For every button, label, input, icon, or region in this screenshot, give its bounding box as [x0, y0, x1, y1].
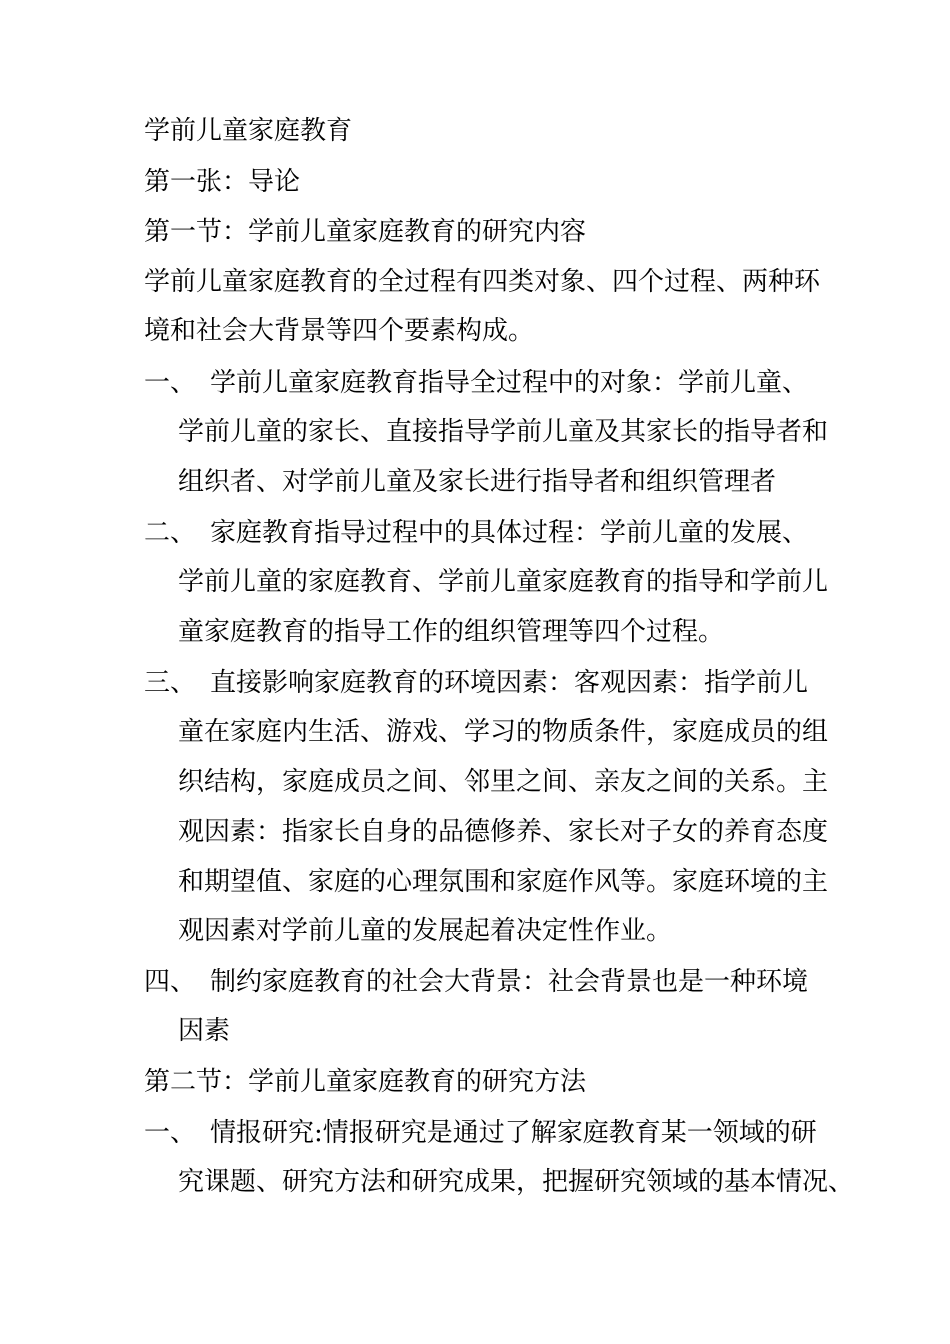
list-item-line: 学前儿童的家长、直接指导学前儿童及其家长的指导者和 [178, 417, 829, 447]
list-item-line: 制约家庭教育的社会大背景：社会背景也是一种环境 [210, 967, 809, 997]
list-item-line: 组织者、对学前儿童及家长进行指导者和组织管理者 [178, 467, 777, 497]
section-heading: 第二节：学前儿童家庭教育的研究方法 [144, 1067, 587, 1097]
chapter-heading: 第一张：导论 [144, 167, 301, 197]
list-item-line: 观因素：指家长自身的品德修养、家长对子女的养育态度 [178, 817, 829, 847]
list-marker: 三、 [144, 668, 197, 698]
section-heading: 第一节：学前儿童家庭教育的研究内容 [144, 217, 587, 247]
list-item-line: 学前儿童家庭教育指导全过程中的对象：学前儿童、 [210, 368, 809, 398]
list-item-line: 织结构，家庭成员之间、邻里之间、亲友之间的关系。主 [178, 767, 829, 797]
list-marker: 四、 [144, 967, 197, 997]
list-marker: 二、 [144, 518, 197, 548]
list-marker: 一、 [144, 1118, 197, 1148]
list-item-line: 童在家庭内生活、游戏、学习的物质条件，家庭成员的组 [178, 717, 829, 747]
paragraph-line: 境和社会大背景等四个要素构成。 [144, 316, 535, 346]
document-title: 学前儿童家庭教育 [144, 116, 353, 146]
list-marker: 一、 [144, 368, 197, 398]
list-item-line: 观因素对学前儿童的发展起着决定性作业。 [178, 916, 673, 946]
list-item-line: 情报研究:情报研究是通过了解家庭教育某一领域的研 [210, 1118, 817, 1148]
list-item-line: 学前儿童的家庭教育、学前儿童家庭教育的指导和学前儿 [178, 567, 829, 597]
list-item-line: 童家庭教育的指导工作的组织管理等四个过程。 [178, 617, 725, 647]
list-item-line: 和期望值、家庭的心理氛围和家庭作风等。家庭环境的主 [178, 867, 829, 897]
list-item-line: 因素 [178, 1016, 231, 1046]
paragraph-line: 学前儿童家庭教育的全过程有四类对象、四个过程、两种环 [144, 267, 821, 297]
list-item-line: 究课题、研究方法和研究成果，把握研究领域的基本情况、 [178, 1167, 855, 1197]
list-item-line: 家庭教育指导过程中的具体过程：学前儿童的发展、 [210, 518, 809, 548]
list-item-line: 直接影响家庭教育的环境因素：客观因素：指学前儿 [210, 668, 809, 698]
